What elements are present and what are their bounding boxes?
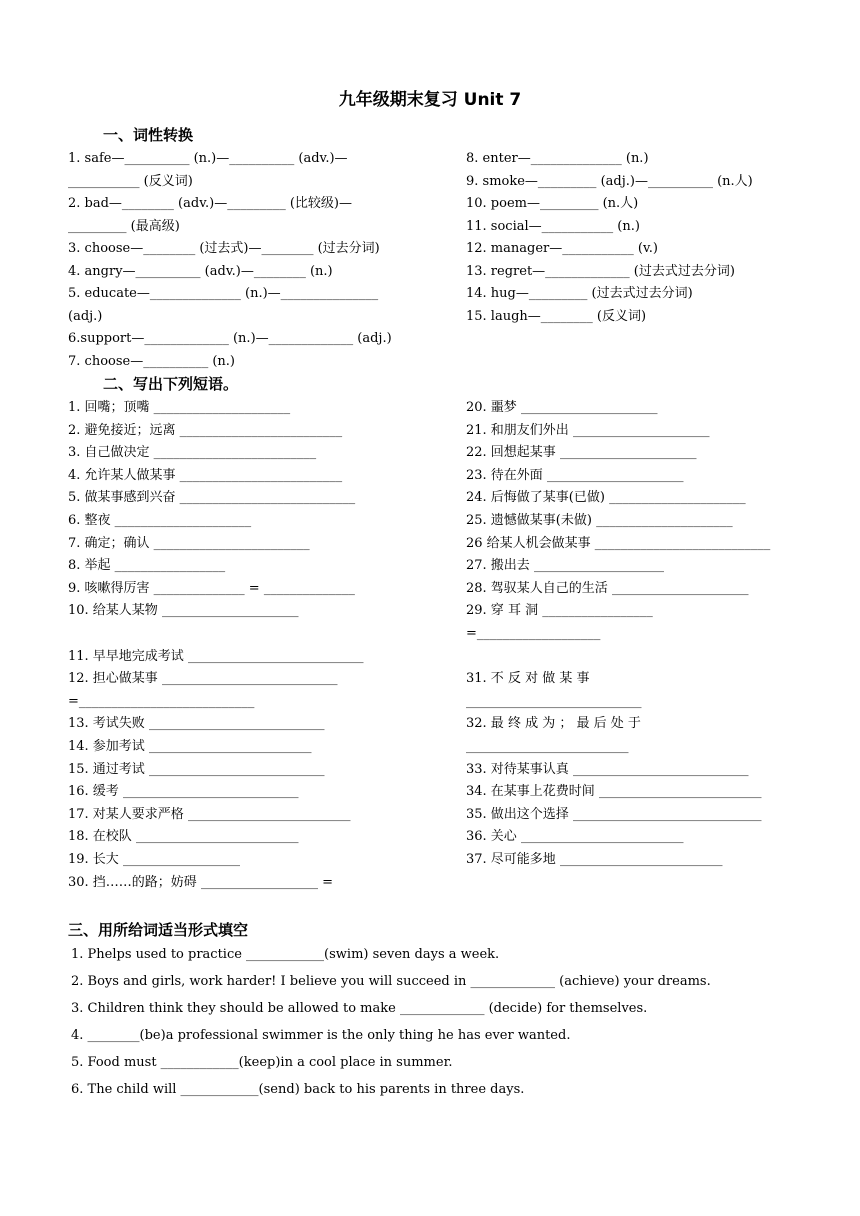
section2-right-line: 23. 待在外面 _____________________ bbox=[466, 467, 684, 483]
section2-right-line: 33. 对待某事认真 ___________________________ bbox=[466, 761, 749, 777]
section1-left-line: 6.support—_____________ (n.)—_____________ (adj.) bbox=[68, 331, 392, 346]
section3-item: 5. Food must ____________(keep)in a cool place in summer. bbox=[71, 1055, 453, 1070]
section2-right-line: 28. 驾驭某人自己的生活 _____________________ bbox=[466, 580, 749, 596]
section2-right-line: 34. 在某事上花费时间 _________________________ bbox=[466, 784, 762, 800]
section2-right-line: 20. 噩梦 _____________________ bbox=[466, 400, 658, 415]
section2-right-line: 29. 穿 耳 洞 _________________ bbox=[466, 603, 653, 619]
section2-left-line: 11. 早早地完成考试 ___________________________ bbox=[68, 648, 364, 664]
section1-right-line: 8. enter—______________ (n.) bbox=[466, 151, 649, 166]
section2-left-line: 7. 确定；确认 ________________________ bbox=[68, 535, 310, 551]
section1-right-line: 14. hug—_________ (过去式过去分词) bbox=[466, 286, 693, 301]
section1-right-line: 11. social—___________ (n.) bbox=[466, 218, 640, 234]
section1-right-line: 13. regret—_____________ (过去式过去分词) bbox=[466, 263, 735, 279]
section1-left-line: 2. bad—________ (adv.)—_________ (比较级)— bbox=[68, 196, 352, 211]
section1-left-line: 4. angry—__________ (adv.)—________ (n.) bbox=[68, 263, 333, 279]
section1-right-line: 9. smoke—_________ (adj.)—__________ (n.人) bbox=[466, 173, 753, 189]
section2-left-line: 17. 对某人要求严格 _________________________ bbox=[68, 806, 351, 822]
section2-left-line: 16. 缓考 ___________________________ bbox=[68, 784, 299, 800]
section2-left-line: 19. 长大 __________________ bbox=[68, 852, 240, 867]
section2-left-line: 18. 在校队 _________________________ bbox=[68, 829, 299, 845]
section2-right-line: 36. 关心 _________________________ bbox=[466, 829, 684, 845]
section2-left-line: 1. 回嘴；顶嘴 _____________________ bbox=[68, 400, 291, 415]
section2-left-line: 6. 整夜 _____________________ bbox=[68, 513, 252, 528]
section2-right-line: ___________________________ bbox=[466, 693, 642, 709]
section2-right-line: 31. 不 反 对 做 某 事 bbox=[466, 671, 590, 687]
section3-item: 2. Boys and girls, work harder! I believe you will succeed in _____________ (achieve) your dreams. bbox=[71, 974, 711, 989]
section1-left-line: 3. choose—________ (过去式)—________ (过去分词) bbox=[68, 241, 380, 256]
section2-right-line: 32. 最 终 成 为 ； 最 后 处 于 bbox=[466, 716, 641, 732]
section2-left-line: 12. 担心做某事 ___________________________ bbox=[68, 671, 338, 687]
section2-left-line: =___________________________ bbox=[68, 693, 255, 709]
section2-right-line: 22. 回想起某事 _____________________ bbox=[466, 445, 697, 461]
section1-heading: 一、词性转换 bbox=[103, 126, 194, 144]
section3-item: 1. Phelps used to practice ____________(swim) seven days a week. bbox=[71, 947, 500, 962]
section3-item: 4. ________(be)a professional swimmer is the only thing he has ever wanted. bbox=[71, 1028, 571, 1043]
page-title: 九年级期末复习 Unit 7 bbox=[338, 90, 522, 110]
section3-item: 6. The child will ____________(send) back to his parents in three days. bbox=[71, 1082, 525, 1097]
section2-left-line: 4. 允许某人做某事 _________________________ bbox=[68, 467, 343, 483]
section1-right-line: 15. laugh—________ (反义词) bbox=[466, 308, 647, 324]
section3-item: 3. Children think they should be allowed to make _____________ (decide) for themselves. bbox=[71, 1001, 648, 1016]
section1-right-line: 12. manager—___________ (v.) bbox=[466, 241, 658, 256]
section2-right-line: 21. 和朋友们外出 _____________________ bbox=[466, 422, 710, 438]
section2-heading: 二、写出下列短语。 bbox=[103, 375, 239, 393]
section2-right-line: _________________________ bbox=[466, 739, 629, 754]
section2-left-line: 3. 自己做决定 _________________________ bbox=[68, 445, 317, 461]
section1-left-line: 7. choose—__________ (n.) bbox=[68, 353, 235, 369]
section2-right-line: 24. 后悔做了某事(已做) _____________________ bbox=[466, 490, 746, 506]
section3-heading: 三、用所给词适当形式填空 bbox=[68, 921, 249, 939]
section2-left-line: 15. 通过考试 ___________________________ bbox=[68, 761, 325, 777]
section1-left-line: 1. safe—__________ (n.)—__________ (adv.)— bbox=[68, 151, 348, 166]
section1-right-line: 10. poem—_________ (n.人) bbox=[466, 196, 639, 211]
section2-right-line: =___________________ bbox=[466, 626, 601, 641]
section2-left-line: 9. 咳嗽得厉害 ______________ = ______________ bbox=[68, 580, 355, 596]
section2-right-line: 37. 尽可能多地 _________________________ bbox=[466, 852, 723, 867]
section1-left-line: 5. educate—______________ (n.)—_______________ bbox=[68, 286, 379, 301]
section1-left-line: (adj.) bbox=[68, 308, 103, 324]
section2-right-line: 26 给某人机会做某事 ___________________________ bbox=[466, 535, 771, 551]
section2-left-line: 2. 避免接近；远离 _________________________ bbox=[68, 422, 343, 438]
section1-left-line: ___________ (反义词) bbox=[68, 173, 193, 189]
section2-left-line: 14. 参加考试 _________________________ bbox=[68, 739, 312, 754]
section2-left-line: 5. 做某事感到兴奋 ___________________________ bbox=[68, 490, 356, 506]
section2-right-line: 25. 遗憾做某事(未做) _____________________ bbox=[466, 513, 733, 528]
section2-left-line: 10. 给某人某物 _____________________ bbox=[68, 603, 299, 619]
section2-left-line: 30. 挡……的路；妨碍 __________________ = bbox=[68, 874, 333, 890]
section2-left-line: 13. 考试失败 ___________________________ bbox=[68, 716, 325, 732]
section1-left-line: _________ (最高级) bbox=[68, 218, 180, 234]
section2-right-line: 35. 做出这个选择 _____________________________ bbox=[466, 806, 762, 822]
section2-left-line: 8. 举起 _________________ bbox=[68, 558, 226, 574]
section2-right-line: 27. 搬出去 ____________________ bbox=[466, 558, 664, 574]
